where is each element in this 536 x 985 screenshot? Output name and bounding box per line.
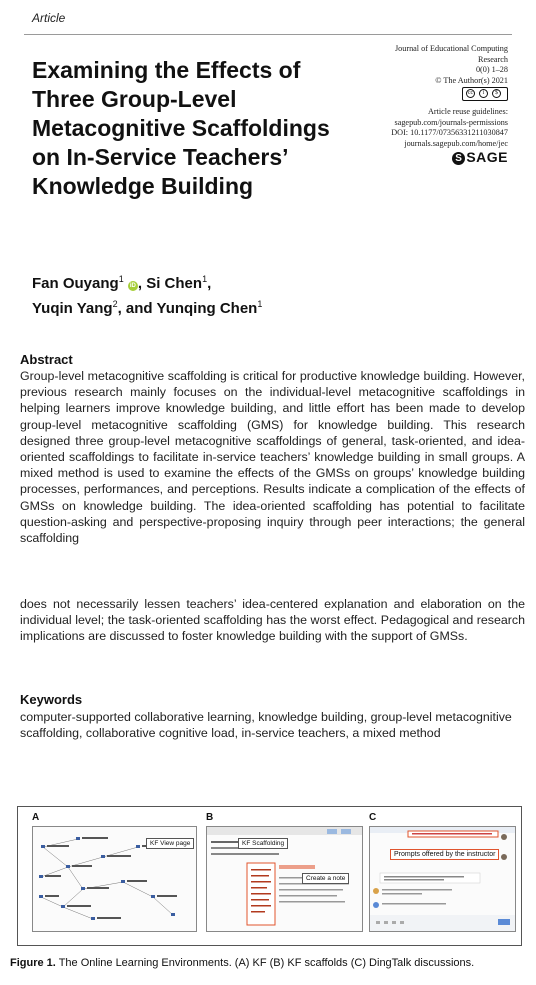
- panel-label-a: A: [32, 812, 40, 823]
- page-range: 0(0) 1–28: [475, 65, 508, 75]
- journal-name-line2: Research: [477, 54, 508, 64]
- article-type-label: Article: [32, 11, 66, 25]
- author-list: Fan Ouyang$^1$ iD , Si Chen$^1$, Yuqin Yang$^2$, and Yunqing Chen$^1$: [32, 274, 263, 317]
- callout-prompts-instructor: Prompts offered by the instructor: [390, 849, 499, 860]
- figure-caption: [10, 957, 530, 971]
- figure-caption-label: Figure 1.: [10, 957, 56, 969]
- author-name: Yunqing Chen: [156, 300, 258, 317]
- reuse-guidelines-label: Article reuse guidelines:: [427, 106, 508, 116]
- cc-license-icon: cc i $: [462, 87, 508, 101]
- figure-caption-text: The Online Learning Environments. (A) KF (B) KF scaffolds (C) DingTalk discussions.: [58, 957, 475, 969]
- abstract-heading: Abstract: [20, 352, 73, 367]
- abstract-text-part1: Group-level metacognitive scaffolding is critical for productive knowledge building. However, previous research mainly focuses on the individual-level metacognitive scaffoldings in helping learners improve knowledge building, and little effort has been made to develop group-level metacognitive scaffolding (GMS) for knowledge building. This research designed three group-level metacognitive scaffoldings of general, task-oriented, and idea-oriented scaffoldings to facilitate in-service teachers’ knowledge building in small groups. A mixed method is used to examine the effects of the GMSs on groups’ knowledge building processes, performances, and perceptions. Results indicate a complication of the effects of GMSs on knowledge building. The idea-oriented scaffolding has potential to facilitate question-asking and perspective-proposing inquiry through peer interactions; the general scaffolding: [20, 369, 525, 546]
- journal-url[interactable]: journals.sagepub.com/home/jec: [404, 138, 508, 148]
- abstract-text-part2: does not necessarily lessen teachers’ idea-centered explanation and elaboration on the individual level; the task-oriented scaffolding has the worst effect. Pedagogical and research implications are discussed to foster knowledge building with the support of GMSs.: [20, 597, 525, 644]
- sage-s-icon: S: [452, 152, 465, 165]
- keywords-heading: Keywords: [20, 692, 83, 707]
- paper-title: Examining the Effects of Three Group-Level Metacognitive Scaffoldings on In-Service Teachers’ Knowledge Building: [32, 57, 330, 199]
- author-name: Si Chen: [146, 275, 203, 292]
- dingtalk-chat-image: [370, 827, 515, 931]
- keywords-text: computer-supported collaborative learning, knowledge building, group-level metacognitive scaffolding, collaborative cognitive load, in-service teachers, a mixed method: [20, 710, 512, 741]
- orcid-icon[interactable]: iD: [129, 283, 136, 289]
- panel-label-b: B: [206, 812, 214, 823]
- author-name: Fan Ouyang: [32, 275, 119, 292]
- copyright-line: © The Author(s) 2021: [435, 75, 508, 85]
- panel-label-c: C: [369, 812, 377, 823]
- journal-name-line1: Journal of Educational Computing: [394, 44, 508, 53]
- callout-kf-scaffolding: KF Scaffolding: [238, 838, 288, 849]
- sage-logo: S SAGE: [308, 152, 508, 165]
- callout-create-note: Create a note: [302, 873, 349, 884]
- figure-panel-dingtalk: [369, 826, 516, 932]
- journal-meta-block: [308, 44, 508, 165]
- callout-kf-view-page: KF View page: [146, 838, 194, 849]
- reuse-guidelines-link[interactable]: sagepub.com/journals-permissions: [394, 117, 508, 127]
- author-name: Yuqin Yang: [32, 300, 113, 317]
- doi-line[interactable]: DOI: 10.1177/07356331211030847: [391, 128, 508, 138]
- header-rule: [24, 34, 512, 35]
